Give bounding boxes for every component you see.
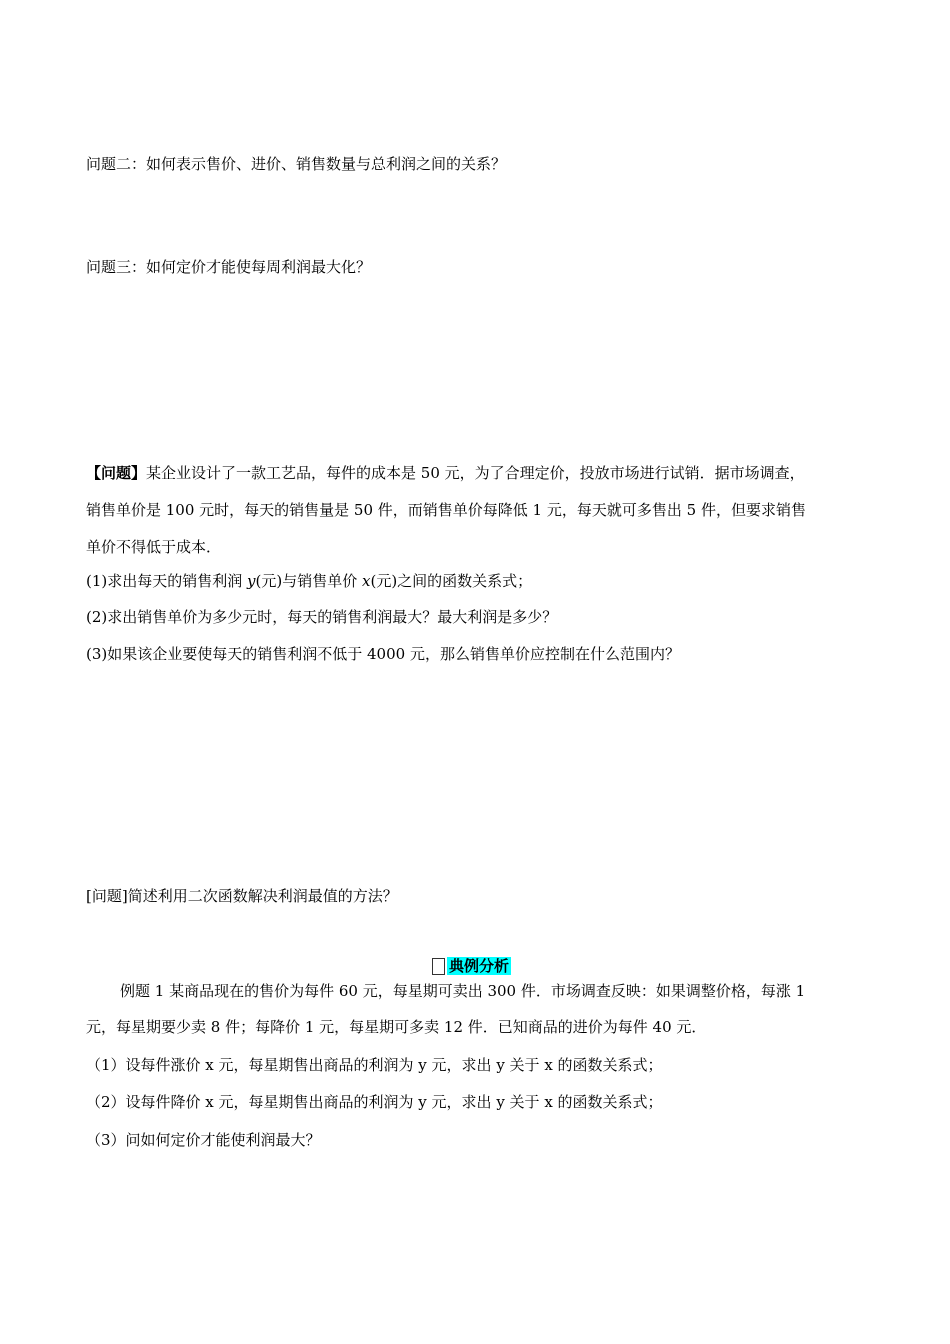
problem-item-1-part-a: (1)求出每天的销售利润: [86, 572, 248, 590]
problem-item-1-part-b: (元)与销售单价: [255, 572, 362, 590]
summary-question: [问题]简述利用二次函数解决利润最值的方法？: [86, 887, 398, 905]
problem-label: 【问题】: [86, 464, 147, 482]
variable-y: y: [247, 572, 256, 590]
problem-line-1: [86, 463, 805, 483]
problem-item-1-part-c: (元)之间的函数关系式；: [370, 572, 533, 590]
heading-marker-box: [432, 958, 445, 975]
example-1-item-3: （3）问如何定价才能使利润最大？: [86, 1131, 321, 1149]
problem-item-1: [86, 571, 532, 591]
example-1-line-1: 例题 1 某商品现在的售价为每件 60 元，每星期可卖出 300 件．市场调查反映：如果调整价格，每涨 1: [120, 982, 806, 1000]
question-three: 问题三：如何定价才能使每周利润最大化？: [86, 258, 372, 276]
heading-title: 典例分析: [449, 957, 510, 975]
example-1-item-1: （1）设每件涨价 x 元，每星期售出商品的利润为 y 元，求出 y 关于 x 的函数关系式；: [86, 1056, 663, 1074]
problem-line-3: 单价不得低于成本．: [86, 538, 222, 556]
problem-item-3: (3)如果该企业要使每天的销售利润不低于 4000 元，那么销售单价应控制在什么范围内？: [86, 645, 680, 663]
question-two: 问题二：如何表示售价、进价、销售数量与总利润之间的关系？: [86, 155, 507, 173]
example-1-item-2: （2）设每件降价 x 元，每星期售出商品的利润为 y 元，求出 y 关于 x 的函数关系式；: [86, 1093, 663, 1111]
problem-item-2: (2)求出销售单价为多少元时，每天的销售利润最大？最大利润是多少？: [86, 608, 558, 626]
problem-line-2: 销售单价是 100 元时，每天的销售量是 50 件，而销售单价每降低 1 元，每天就可多售出 5 件，但要求销售: [86, 501, 806, 519]
example-1-line-2: 元，每星期要少卖 8 件；每降价 1 元，每星期可多卖 12 件．已知商品的进价为每件 40 元．: [86, 1018, 707, 1036]
variable-x: x: [362, 572, 371, 590]
section-heading: [432, 956, 511, 976]
problem-line-1-text: 某企业设计了一款工艺品，每件的成本是 50 元，为了合理定价，投放市场进行试销．据市场调查，: [146, 464, 805, 482]
